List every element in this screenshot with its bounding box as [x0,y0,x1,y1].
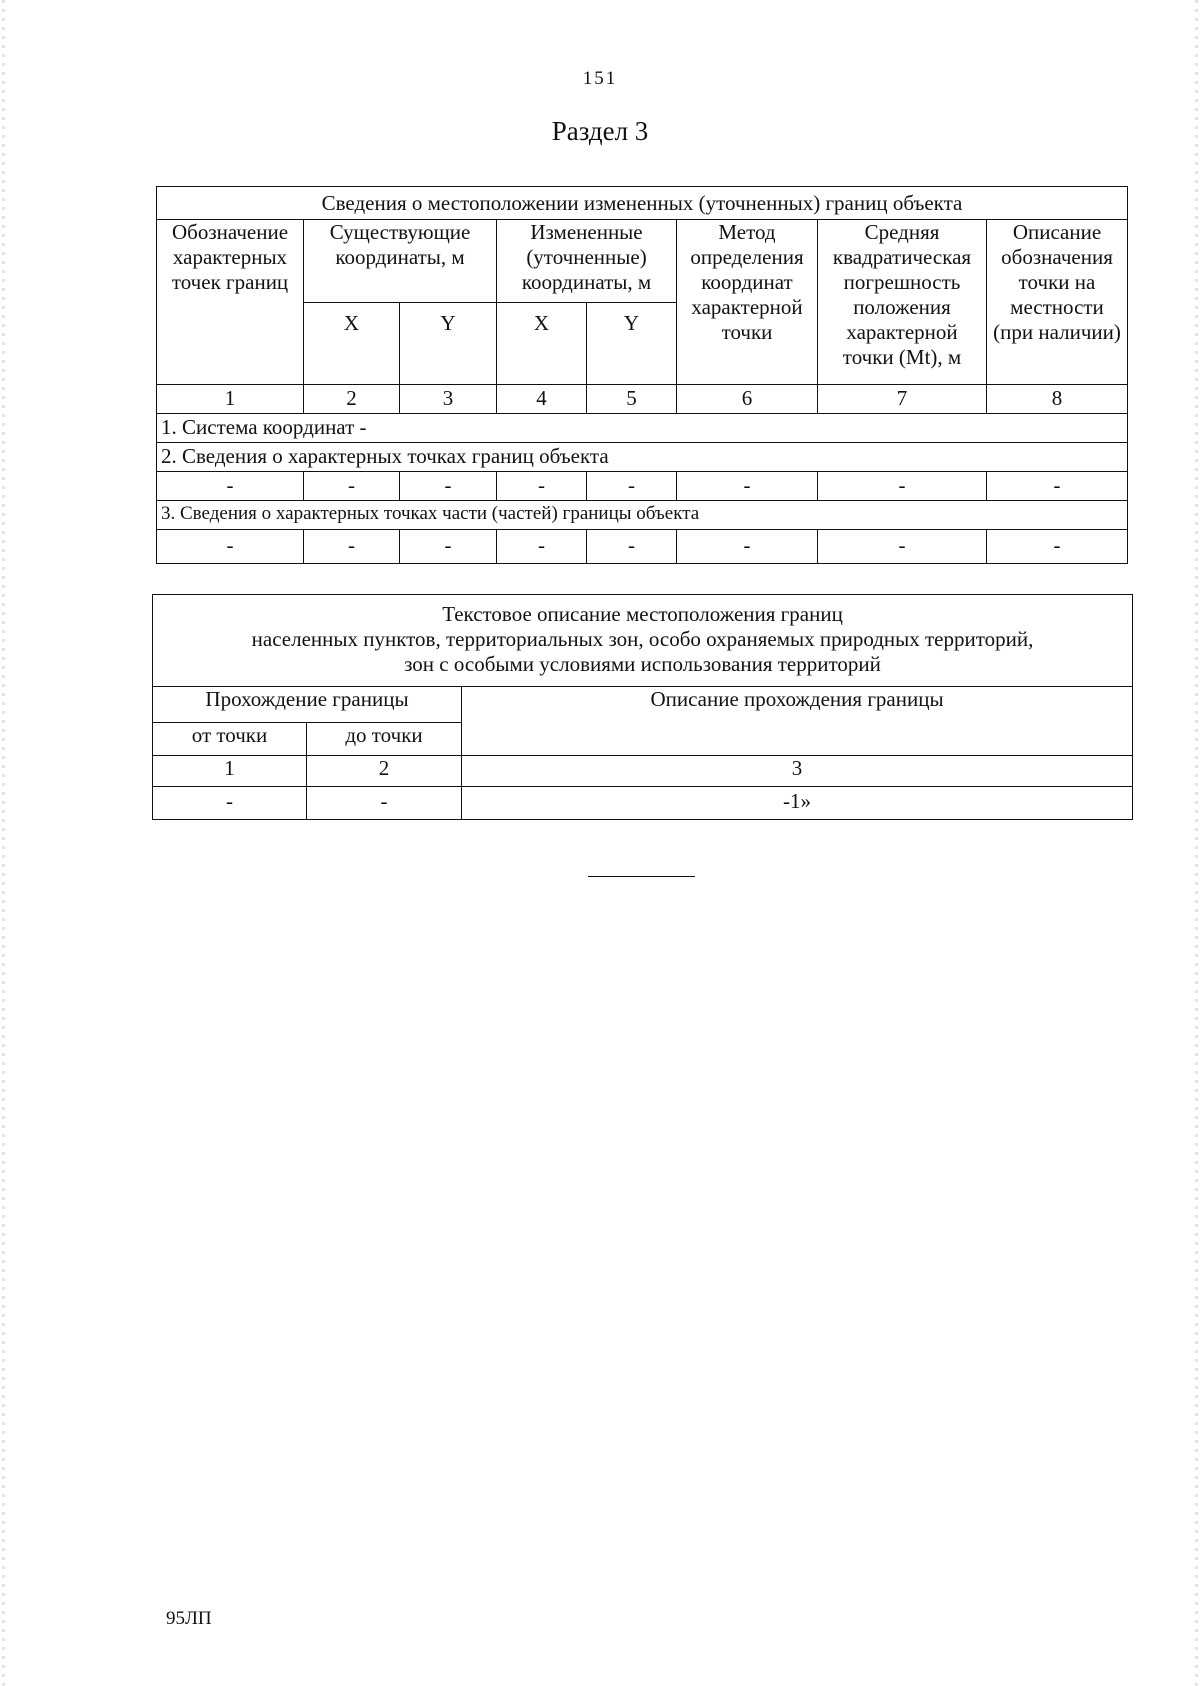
table-cell: - [587,530,677,564]
page-number: 151 [582,68,618,89]
column-number: 6 [677,385,818,414]
table-cell: - [157,530,304,564]
header-error: Средняя квадратическая погрешность положения характерной точки (Mt), м [818,220,987,385]
table2-title [153,595,1133,687]
end-rule [588,876,695,877]
table-cell: - [157,472,304,501]
header-to-point: до точки [307,723,462,756]
table-cell: - [400,530,497,564]
boundary-coordinates-table [156,186,1128,564]
table-cell: - [587,472,677,501]
section-title: Раздел 3 [551,116,649,146]
header-changed-coords: Измененные (уточненные) координаты, м [497,220,677,303]
column-number: 2 [307,756,462,787]
column-number: 7 [818,385,987,414]
scan-edge-right [1195,0,1198,1686]
table-cell: - [497,530,587,564]
header-method: Метод определения координат характерной точки [677,220,818,385]
scan-edge-left [2,0,5,1686]
column-number: 1 [153,756,307,787]
table2-title-line: Текстовое описание местоположения границ [442,602,843,626]
table-cell: -1» [462,787,1133,820]
column-number: 1 [157,385,304,414]
table-cell: - [400,472,497,501]
column-number: 5 [587,385,677,414]
table-cell: - [818,472,987,501]
table-cell: - [497,472,587,501]
table-cell: - [153,787,307,820]
header-boundary-passage: Прохождение границы [153,687,462,723]
table-cell: - [304,530,400,564]
column-number: 2 [304,385,400,414]
column-number: 8 [987,385,1128,414]
column-number: 4 [497,385,587,414]
table2-title-line: населенных пунктов, территориальных зон, особо охраняемых природных территорий, [251,627,1034,651]
table-cell: - [677,472,818,501]
table-cell: - [304,472,400,501]
header-description: Описание обозначения точки на местности (при наличии) [987,220,1128,385]
table-cell: - [677,530,818,564]
table-cell: - [307,787,462,820]
column-number: 3 [462,756,1133,787]
header-existing-x: X [304,303,400,385]
header-passage-description: Описание прохождения границы [462,687,1133,756]
section2-title: 2. Сведения о характерных точках границ объекта [157,443,1128,472]
header-existing-coords: Существующие координаты, м [304,220,497,303]
footer-code: 95ЛП [166,1608,212,1629]
header-changed-x: X [497,303,587,385]
header-existing-y: Y [400,303,497,385]
table-cell: - [987,530,1128,564]
section1-coordinate-system: 1. Система координат - [157,414,1128,443]
header-points: Обозначение характерных точек границ [157,220,304,385]
header-changed-y: Y [587,303,677,385]
section3-title: 3. Сведения о характерных точках части (частей) границы объекта [157,501,1128,530]
table2-title-line: зон с особыми условиями использования территорий [404,652,881,676]
table-cell: - [818,530,987,564]
header-from-point: от точки [153,723,307,756]
table-cell: - [987,472,1128,501]
column-number: 3 [400,385,497,414]
table1-title: Сведения о местоположении измененных (уточненных) границ объекта [157,187,1128,220]
boundary-description-table [152,594,1133,820]
